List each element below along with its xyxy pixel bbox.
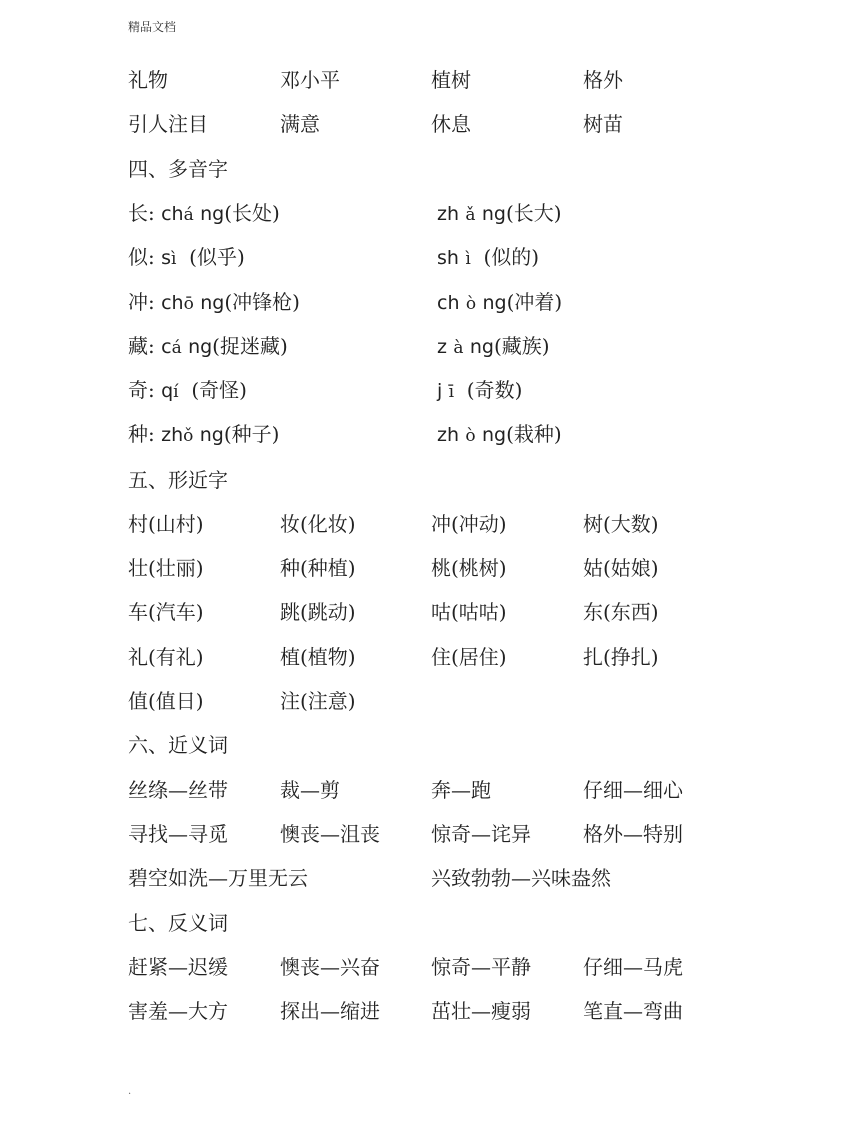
example: (奇怪) [191, 378, 247, 402]
word: 格外—特别 [583, 822, 683, 846]
word: 树苗 [583, 112, 623, 136]
word: 住(居住) [431, 645, 507, 669]
tone: ī [448, 382, 455, 402]
example: (长处) [224, 201, 280, 225]
word: 仔细—细心 [583, 778, 683, 802]
example: (似的) [483, 245, 540, 269]
example: (捉迷藏) [212, 334, 288, 358]
tone: ì [171, 249, 177, 269]
word: 满意 [280, 112, 320, 136]
word: 丝绦—丝带 [128, 778, 228, 802]
pinyin: ch [437, 292, 460, 314]
word: 兴致勃勃—兴味盎然 [431, 866, 611, 890]
char: 种: [128, 422, 155, 446]
tone: ì [465, 249, 471, 269]
example: (栽种) [506, 422, 562, 446]
word: 裁—剪 [280, 778, 340, 802]
char: 冲: [128, 290, 155, 314]
word: 邓小平 [280, 68, 340, 92]
word: 咕(咕咕) [431, 600, 507, 624]
word: 格外 [583, 68, 623, 92]
pinyin: ng [481, 424, 507, 446]
pinyin: ng [200, 203, 225, 225]
section-title: 四、多音字 [128, 157, 228, 181]
tone: ō [183, 294, 194, 314]
word: 仔细—马虎 [583, 955, 683, 979]
section-title: 五、形近字 [128, 468, 228, 492]
word: 植树 [431, 68, 471, 92]
word: 值(值日) [128, 689, 204, 713]
word: 礼(有礼) [128, 645, 204, 669]
word: 害羞—大方 [128, 999, 228, 1023]
word: 注(注意) [280, 689, 356, 713]
pinyin: z [437, 336, 447, 358]
pinyin: c [161, 336, 172, 358]
word: 村(山村) [128, 512, 204, 536]
pinyin: ng [469, 336, 494, 358]
char: 奇: [128, 378, 155, 402]
char: 藏: [128, 334, 155, 358]
pinyin: ng [199, 424, 224, 446]
word: 妆(化妆) [280, 512, 356, 536]
pinyin: ch [161, 292, 184, 314]
word: 扎(挣扎) [583, 645, 659, 669]
word: 引人注目 [128, 112, 208, 136]
pinyin: zh [437, 203, 460, 225]
tone: ǎ [465, 205, 476, 225]
char: 似: [128, 245, 155, 269]
pinyin: ch [161, 203, 184, 225]
word: 笔直—弯曲 [583, 999, 683, 1023]
word: 种(种植) [280, 556, 356, 580]
example: (种子) [223, 422, 280, 446]
pinyin: q [161, 380, 174, 402]
footer-mark: . [128, 1086, 132, 1097]
word: 赶紧—迟缓 [128, 955, 228, 979]
word: 惊奇—平静 [431, 955, 531, 979]
word: 桃(桃树) [431, 556, 507, 580]
word: 奔—跑 [431, 778, 491, 802]
example: (冲着) [506, 290, 563, 314]
word: 车(汽车) [128, 600, 204, 624]
pinyin: ng [481, 203, 506, 225]
word: 懊丧—沮丧 [280, 822, 380, 846]
word: 礼物 [128, 68, 168, 92]
pinyin: j [437, 380, 443, 402]
word: 姑(姑娘) [583, 556, 659, 580]
tone: á [183, 205, 194, 225]
example: (奇数) [466, 378, 523, 402]
tone: ǒ [183, 426, 194, 446]
word: 懊丧—兴奋 [280, 955, 380, 979]
pinyin: zh [437, 424, 460, 446]
section-title: 六、近义词 [128, 733, 228, 757]
word: 壮(壮丽) [128, 556, 204, 580]
example: (似乎) [189, 245, 245, 269]
section-title: 七、反义词 [128, 911, 228, 935]
word: 树(大数) [583, 512, 659, 536]
pinyin: ng [482, 292, 507, 314]
word: 探出—缩进 [280, 999, 380, 1023]
pinyin: zh [161, 424, 184, 446]
word: 植(植物) [280, 645, 356, 669]
word: 碧空如洗—万里无云 [128, 866, 308, 890]
word: 冲(冲动) [431, 512, 507, 536]
word: 东(东西) [583, 600, 659, 624]
pinyin: s [161, 247, 172, 269]
word: 寻找—寻觅 [128, 822, 228, 846]
word: 惊奇—诧异 [431, 822, 531, 846]
tone: ò [465, 426, 476, 446]
word: 休息 [431, 112, 471, 136]
tone: á [171, 338, 182, 358]
example: (藏族) [493, 334, 550, 358]
pinyin: ng [200, 292, 225, 314]
word: 跳(跳动) [280, 600, 356, 624]
tone: à [453, 338, 464, 358]
pinyin: sh [437, 247, 459, 269]
example: (冲锋枪) [224, 290, 300, 314]
tone: í [173, 382, 179, 402]
char: 长: [128, 201, 155, 225]
example: (长大) [505, 201, 562, 225]
tone: ò [465, 294, 477, 314]
word: 茁壮—瘦弱 [431, 999, 531, 1023]
pinyin: ng [188, 336, 213, 358]
page-header: 精品文档 [128, 20, 177, 34]
